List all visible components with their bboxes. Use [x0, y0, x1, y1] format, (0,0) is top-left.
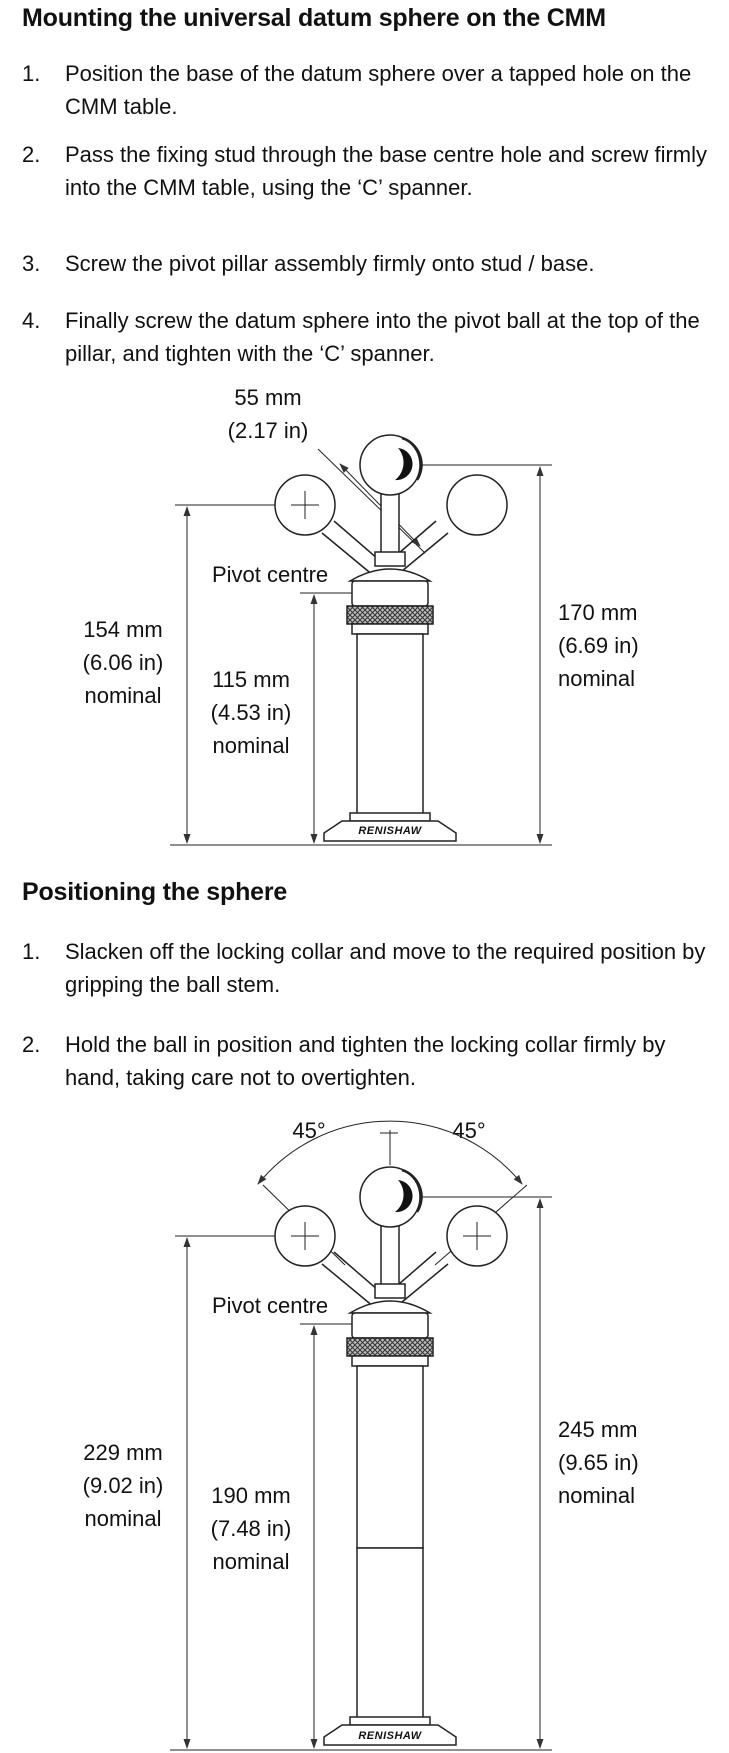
- pivot-height-in: (4.53 in): [210, 700, 292, 725]
- angle-right-label: 45°: [452, 1118, 486, 1143]
- step-text: Hold the ball in position and tighten the locking collar firmly by hand, taking care not to overtighten.: [65, 1032, 666, 1090]
- step-text: Finally screw the datum sphere into the pivot ball at the top of the pillar, and tighten with the ‘C’ spanner.: [65, 308, 700, 366]
- ball-diameter-in: (2.17 in): [227, 418, 309, 443]
- angle-left-label: 45°: [292, 1118, 326, 1143]
- overall-height-nominal: nominal: [84, 1506, 162, 1531]
- max-height-nominal: nominal: [558, 1483, 636, 1508]
- max-height-in: (6.69 in): [558, 633, 639, 658]
- max-height-nominal: nominal: [558, 666, 636, 691]
- renishaw-logo: RENISHAW: [358, 825, 422, 837]
- max-height-mm: 170 mm: [558, 600, 638, 625]
- step-number: 4.: [22, 308, 41, 333]
- section-title-mounting: Mounting the universal datum sphere on the CMM: [22, 4, 606, 32]
- overall-height-nominal: nominal: [84, 683, 162, 708]
- step-text: Position the base of the datum sphere over a tapped hole on the CMM table.: [65, 61, 692, 119]
- step-number: 2.: [22, 1032, 41, 1057]
- overall-height-in: (9.02 in): [82, 1473, 164, 1498]
- pivot-height-mm: 190 mm: [211, 1483, 291, 1508]
- pivot-height-nominal: nominal: [212, 1549, 290, 1574]
- overall-height-mm: 229 mm: [83, 1440, 163, 1465]
- pivot-height-in: (7.48 in): [210, 1516, 292, 1541]
- step-text: Slacken off the locking collar and move to the required position by gripping the ball stem.: [65, 939, 706, 997]
- step-text: Pass the fixing stud through the base centre hole and screw firmly into the CMM table, using the ‘C’ spanner.: [65, 142, 708, 200]
- renishaw-logo: RENISHAW: [358, 1730, 422, 1742]
- ball-diameter-mm: 55 mm: [234, 385, 302, 410]
- step-number: 1.: [22, 939, 41, 964]
- pivot-height-nominal: nominal: [212, 733, 290, 758]
- overall-height-mm: 154 mm: [83, 617, 163, 642]
- pivot-height-mm: 115 mm: [212, 667, 290, 692]
- step-text: Screw the pivot pillar assembly firmly onto stud / base.: [65, 251, 595, 276]
- overall-height-in: (6.06 in): [82, 650, 164, 675]
- step-number: 2.: [22, 142, 41, 167]
- section-title-positioning: Positioning the sphere: [22, 878, 288, 906]
- step-number: 1.: [22, 61, 41, 86]
- pivot-centre-label: Pivot centre: [212, 1293, 329, 1318]
- max-height-mm: 245 mm: [558, 1417, 638, 1442]
- pivot-centre-label: Pivot centre: [212, 562, 329, 587]
- step-number: 3.: [22, 251, 41, 276]
- max-height-in: (9.65 in): [558, 1450, 639, 1475]
